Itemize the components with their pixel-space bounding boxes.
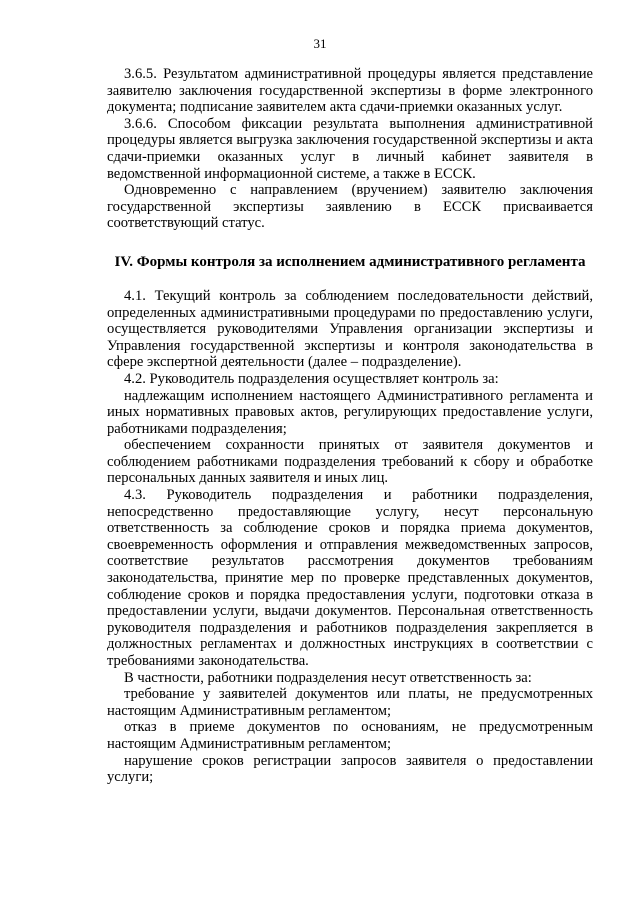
paragraph-4-3: 4.3. Руководитель подразделения и работники подразделения, непосредственно предоставляющие услугу, несут персональную ответственность за соблюдение сроков и порядка приема документов, своевременность оформления и отправления межведомственных запросов, соответствие результатов рассмотрения документов требованиям законодательства, принятие мер по проверке представленных документов, соблюдение сроков и порядка предоставления услуги, подготовки отказа в предоставлении услуги, выдачи документов. Персональная ответственность руководителя подразделения и работников подразделения закрепляется в должностных регламентах и должностных инструкциях в соответствии с требованиями законодательства. [107, 487, 593, 669]
paragraph-responsibility-item-3: нарушение сроков регистрации запросов заявителя о предоставлении услуги; [107, 752, 593, 786]
paragraph-control-item-2: обеспечением сохранности принятых от заявителя документов и соблюдением работниками подразделения требований к сбору и обработке персональных данных заявителя и иных лиц. [107, 437, 593, 487]
paragraph-3-6-5: 3.6.5. Результатом административной процедуры является представление заявителю заключения государственной экспертизы в форме электронного документа; подписание заявителем акта сдачи-приемки оказанных услуг. [107, 66, 593, 116]
document-body [107, 66, 593, 786]
paragraph-3-6-6: 3.6.6. Способом фиксации результата выполнения административной процедуры является выгрузка заключения государственной экспертизы и акта сдачи-приемки оказанных услуг в личный кабинет заявителя в ведомственной информационной системе, а также в ЕССК. [107, 115, 593, 182]
paragraph-responsibility-item-1: требование у заявителей документов или платы, не предусмотренных настоящим Административным регламентом; [107, 686, 593, 719]
paragraph-4-2: 4.2. Руководитель подразделения осуществляет контроль за: [124, 370, 499, 387]
section-heading: IV. Формы контроля за исполнением административного регламента [114, 253, 586, 270]
paragraph-responsibility-item-2: отказ в приеме документов по основаниям, не предусмотренным настоящим Административным регламентом; [107, 719, 593, 752]
paragraph-control-item-1: надлежащим исполнением настоящего Административного регламента и иных нормативных правовых актов, регулирующих предоставление услуги, работниками подразделения; [107, 387, 593, 437]
paragraph-4-1: 4.1. Текущий контроль за соблюдением последовательности действий, определенных административными процедурами по предоставлению услуги, осуществляется руководителями Управления организации экспертизы и Управления государственной экспертизы и контроля законодательства в сфере экспертной деятельности (далее – подразделение). [107, 287, 593, 371]
page-number: 31 [313, 36, 327, 51]
paragraph-responsibility-intro: В частности, работники подразделения несут ответственность за: [124, 669, 532, 686]
paragraph-status: Одновременно с направлением (вручением) заявителю заключения государственной экспертизы заявлению в ЕССК присваивается соответствующий статус. [107, 182, 593, 232]
